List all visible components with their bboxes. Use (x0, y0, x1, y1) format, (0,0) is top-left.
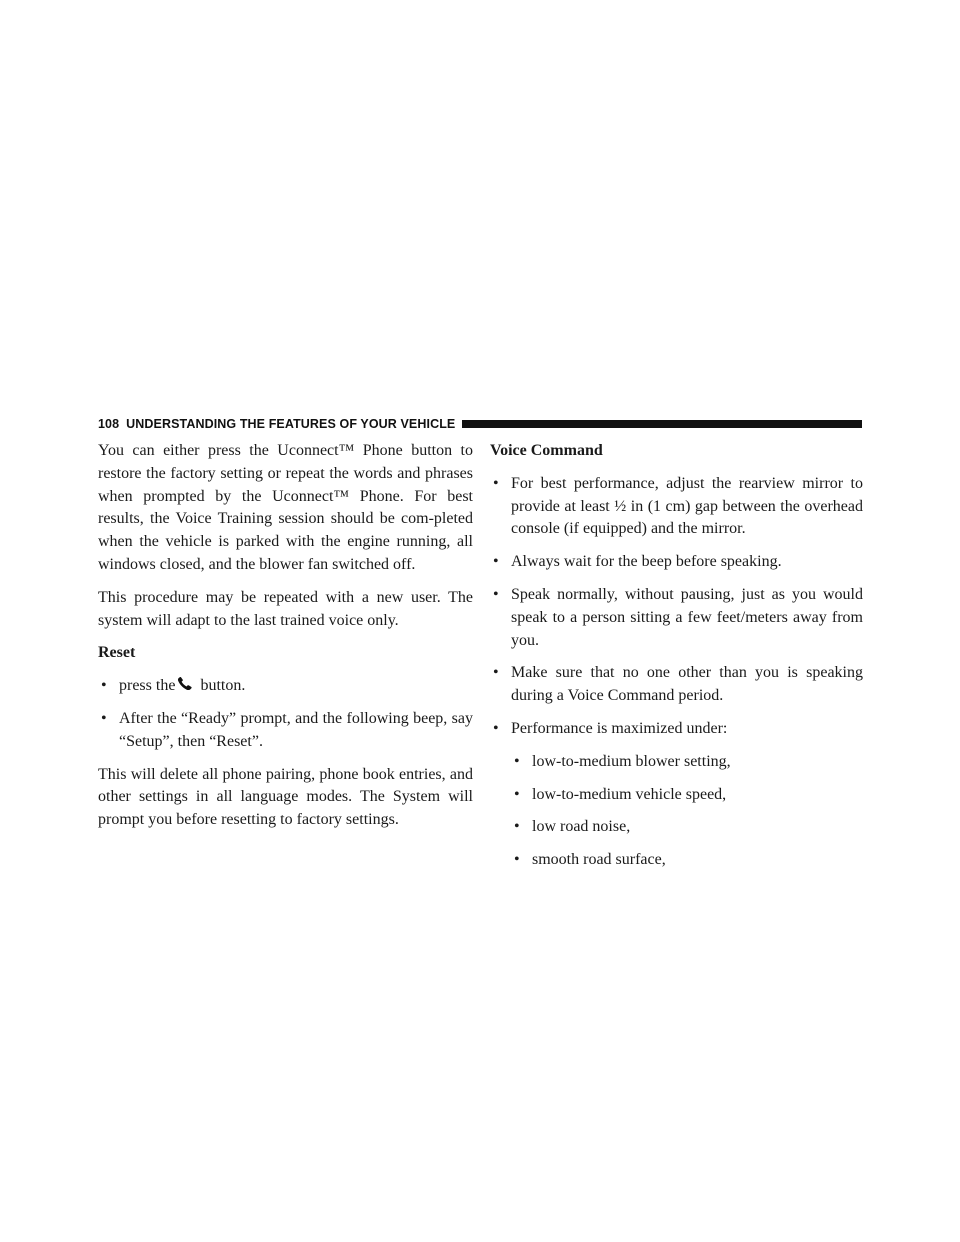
bullet: • (514, 818, 520, 836)
reset-step-text-end: button. (200, 677, 246, 695)
paragraph-reset-warning: This will delete all phone pairing, phone book entries, and other settings in all language modes. The System will prompt you before resetting to factory settings. (98, 765, 473, 829)
heading-voice-command: Voice Command (490, 442, 603, 459)
list-item (490, 584, 863, 652)
header-rule (462, 420, 862, 428)
list-item-text: Performance is maximized under: (511, 719, 728, 737)
reset-step-text: press the (119, 677, 176, 695)
paragraph-new-user: This procedure may be repeated with a new user. The system will adapt to the last trained voice only. (98, 588, 473, 629)
sub-list-item (511, 849, 863, 872)
bullet: • (101, 709, 107, 727)
list-item (98, 675, 473, 698)
page-header (98, 416, 862, 432)
left-column (98, 440, 473, 842)
list-item-text: For best performance, adjust the rearview mirror to provide at least ½ in (1 cm) gap between the overhead console (if equipped) and the mirror. (511, 474, 863, 538)
heading-reset: Reset (98, 644, 136, 662)
reset-list (98, 675, 473, 753)
list-item-text: Always wait for the beep before speaking. (511, 553, 782, 571)
list-item (490, 551, 863, 574)
list-item-text: Make sure that no one other than you is speaking during a Voice Command period. (511, 664, 863, 705)
sub-list-item (511, 751, 863, 774)
bullet: • (514, 851, 520, 869)
paragraph-voice-training: You can either press the Uconnect™ Phone button to restore the factory setting or repeat the words and phrases when prompted by the Uconnect™ Phone. For best results, the Voice Training session should be com-pleted when the vehicle is parked with the engine running, all windows closed, and the blower fan switched off. (98, 442, 473, 573)
sub-list-item-text: low-to-medium blower setting, (532, 752, 731, 770)
sub-list-item (511, 816, 863, 839)
bullet: • (514, 785, 520, 803)
list-item (490, 473, 863, 541)
list-item-text: Speak normally, without pausing, just as you would speak to a person sitting a few feet/meters away from you. (511, 585, 863, 649)
bullet: • (493, 585, 499, 603)
bullet: • (101, 677, 107, 695)
list-item (490, 718, 863, 872)
bullet: • (493, 553, 499, 571)
bullet: • (493, 664, 499, 682)
page-number: 108 (98, 417, 120, 431)
bullet: • (493, 474, 499, 492)
sub-list-item-text: low-to-medium vehicle speed, (532, 785, 727, 803)
voice-command-list (490, 473, 863, 872)
list-item (98, 708, 473, 754)
performance-sub-list (511, 751, 863, 872)
list-item (490, 662, 863, 708)
right-column (490, 440, 863, 882)
sub-list-item-text: smooth road surface, (532, 851, 666, 869)
bullet: • (493, 719, 499, 737)
sub-list-item (511, 784, 863, 807)
reset-step-text: After the “Ready” prompt, and the following beep, say “Setup”, then “Reset”. (119, 709, 473, 750)
section-title: UNDERSTANDING THE FEATURES OF YOUR VEHICLE (126, 417, 456, 431)
phone-icon (177, 677, 194, 691)
sub-list-item-text: low road noise, (532, 818, 631, 836)
bullet: • (514, 752, 520, 770)
